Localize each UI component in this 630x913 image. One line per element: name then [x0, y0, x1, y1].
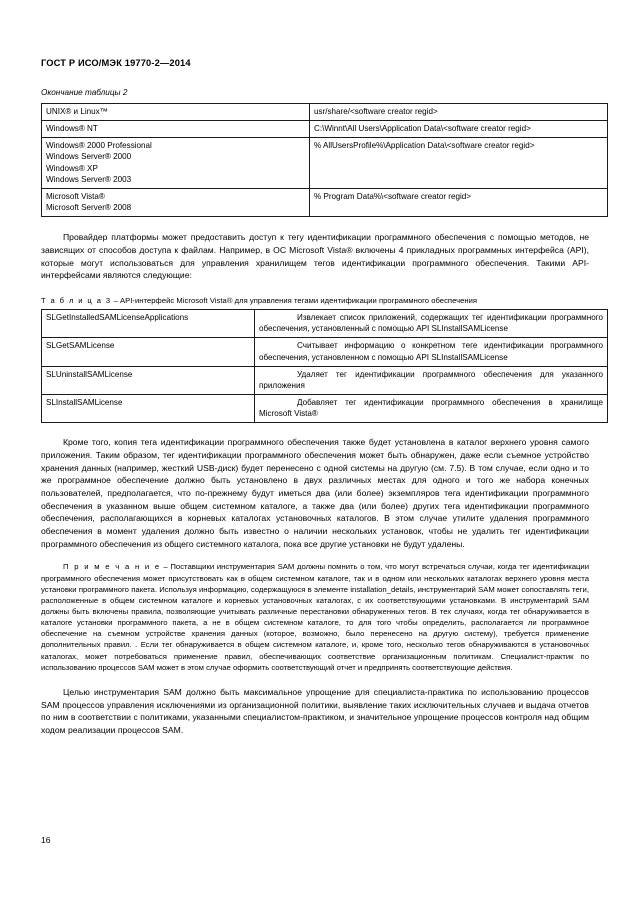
table2-platform-cell: UNIX® и Linux™ — [42, 104, 310, 121]
table2-path-cell: % Program Data%\<software creator regid> — [310, 188, 608, 216]
table3-api-cell: SLGetSAMLicense — [42, 338, 255, 366]
table3-description-text: Добавляет тег идентификации программного обеспечения в хранилище Microsoft Vista® — [259, 397, 603, 419]
table-row — [42, 121, 608, 138]
table3-description-text: Удаляет тег идентификации программного обеспечения для указанного приложения — [259, 369, 603, 390]
paragraph-note — [41, 561, 589, 673]
table3-caption-text: – API-интерфейс Microsoft Vista® для управления тегами идентификации программного обеспечения — [111, 295, 478, 305]
table-row — [42, 394, 608, 422]
note-label: П р и м е ч а н и е — [63, 562, 161, 572]
table3-caption — [41, 296, 589, 305]
table2-platform-cell: Windows® NT — [42, 121, 310, 138]
table3-description-cell — [255, 394, 608, 422]
table2-path-cell: % AllUsersProfile%\Application Data\<software creator regid> — [310, 138, 608, 189]
table-2-body — [42, 104, 608, 217]
standard-header: ГОСТ Р ИСО/МЭК 19770-2—2014 — [41, 58, 191, 68]
note-text: – Поставщики инструментария SAM должны помнить о том, что могут встречаться случаи, когда тег идентификации программного обеспечения может присутствовать как в общем системном каталоге, так и в одном или нескольких каталогах верхнего уровня места установки программного пакета. Используя информацию, содержащуюся в элементе installation_details, инструментарий SAM может сопоставлять теги, расположенные в общем системном каталоге и корневых установочных каталогах, с их соответствующими установками. В инструментарий SAM должны быть включены правила, позволяющие учитывать различные перестановки обнаруженных тегов. В тех случаях, когда тег обнаруживается в каталоге установки программного пакета, а не в общем системном каталоге, то для того чтобы определить, располагается ли программное обеспечение на съемном устройстве хранения данных (которое, возможно, было перенесено на другую систему), требуется применение дополнительных правил. . Если тег обнаруживается в общем системном каталоге, и, кроме того, несколько тегов обнаруживаются в установочных каталогах, может потребоваться применение правил, обеспечивающих соответствие организационным политикам. Специалист-практик по использованию процессов SAM может в этом случае оформить соответствующий отчет и предпринять соответствующие действия. — [41, 562, 589, 672]
paragraph-api-intro: Провайдер платформы может предоставить доступ к тегу идентификации программного обеспечения с помощью методов, не зависящих от способов доступа к файлам. Например, в ОС Microsoft Vista® включены 4 прикладных программных интерфейса (API), которые могут использоваться для управления хранилищем тегов идентификации программного обеспечения. Такими API-интерфейсами являются следующие: — [41, 232, 589, 281]
table-row — [42, 366, 608, 394]
table-3-vista-api — [41, 309, 608, 423]
table-2-install-paths — [41, 103, 608, 217]
table2-path-cell: C:\Winnt\All Users\Application Data\<software creator regid> — [310, 121, 608, 138]
table3-description-text: Извлекает список приложений, содержащих тег идентификации программного обеспечения, установленный с помощью API SLInstallSAMLicense — [259, 313, 603, 334]
table3-description-cell — [255, 366, 608, 394]
table3-api-cell: SLInstallSAMLicense — [42, 394, 255, 422]
table-row — [42, 338, 608, 366]
table-row — [42, 188, 608, 216]
table3-description-cell — [255, 338, 608, 366]
table3-description-cell — [255, 310, 608, 338]
table2-caption: Окончание таблицы 2 — [41, 88, 128, 98]
table2-platform-cell: Windows® 2000 Professional Windows Server® 2000 Windows® XP Windows Server® 2003 — [42, 138, 310, 189]
table2-platform-cell: Microsoft Vista® Microsoft Server® 2008 — [42, 188, 310, 216]
paragraph-goal: Целью инструментария SAM должно быть максимальное упрощение для специалиста-практика по использованию процессов SAM процессов управления исключениями из организационной политики, выявление таких исключительных случаев и выдача отчетов по ним в соответствии с политиками, указанными специалистом-практиком, и значительное упрощение процессов контроля над общим ходом реализации процессов SAM. — [41, 686, 589, 735]
page-content — [41, 58, 603, 737]
page-number: 16 — [41, 835, 51, 845]
table-3-body — [42, 310, 608, 423]
table3-caption-label: Т а б л и ц а 3 — [41, 295, 112, 305]
table3-api-cell: SLGetInstalledSAMLicenseApplications — [42, 310, 255, 338]
paragraph-copy-tag: Кроме того, копия тега идентификации программного обеспечения также будет установлена в каталог верхнего уровня самого приложения. Таким образом, тег идентификации программного обеспечения может быть обнаружен, даже если съемное устройство хранения данных (например, жесткий USB-диск) будет перенесено с одной системы на другую (см. 7.5). В том случае, если одно и то же программное обеспечение должно быть установлено в двух различных местах для одного и того же набора конечных пользователей, предполагается, что по-прежнему будут иметься два (или более) экземпляров тега идентификации программного обеспечения в указанном выше общем системном каталоге, а также два (или более) других тега идентификации программного обеспечения, располагающихся в корневых каталогах установочных каталогов. В этом случае утилите удаления программного обеспечения в момент удаления должно быть известно о наличии нескольких установок, чтобы не удалить тег идентификации программного обеспечения из общего системного каталога, пока все другие установки не будут удалены. — [41, 437, 589, 549]
table-row — [42, 138, 608, 189]
table3-description-text: Считывает информацию о конкретном теге идентификации программного обеспечения, установленном с помощью API SLInstallSAMLicense — [259, 341, 603, 362]
table-row — [42, 310, 608, 338]
table3-api-cell: SLUninstallSAMLicense — [42, 366, 255, 394]
table-row — [42, 104, 608, 121]
table2-path-cell: usr/share/<software creator regid> — [310, 104, 608, 121]
